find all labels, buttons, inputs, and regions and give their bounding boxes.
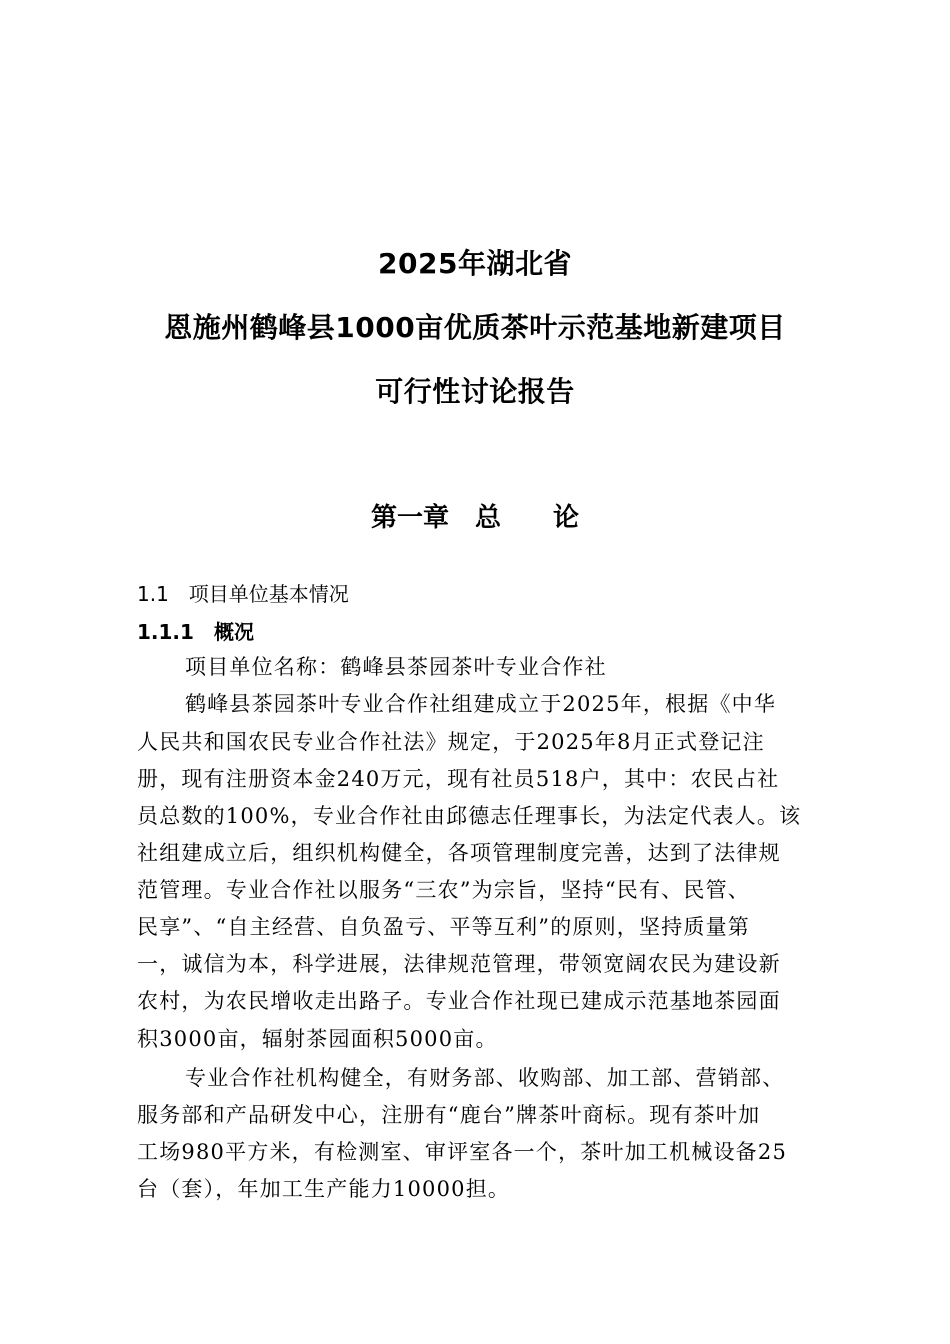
body-line: 社组建成立后，组织机构健全，各项管理制度完善，达到了法律规 (137, 841, 781, 865)
chapter-title: 第一章 总 论 (370, 503, 579, 533)
body-line: 员总数的100%，专业合作社由邱德志任理事长，为法定代表人。该 (137, 804, 802, 828)
body-line: 一，诚信为本，科学进展，法律规范管理，带领宽阔农民为建设新 (137, 952, 781, 976)
body-line: 范管理。专业合作社以服务“三农”为宗旨，坚持“民有、民管、 (137, 878, 751, 902)
body-line: 项目单位名称：鹤峰县茶园茶叶专业合作社 (185, 655, 607, 679)
body-line: 民享”、“自主经营、自负盈亏、平等互利”的原则，坚持质量第 (137, 915, 751, 939)
report-title-line-2: 恩施州鹤峰县1000亩优质茶叶示范基地新建项目 (164, 311, 786, 344)
body-line: 台（套），年加工生产能力10000担。 (137, 1177, 511, 1201)
body-line: 册，现有注册资本金240万元，现有社员518户，其中：农民占社 (137, 767, 780, 791)
report-title-line-1: 2025年湖北省 (378, 247, 572, 280)
body-line: 农村，为农民增收走出路子。专业合作社现已建成示范基地茶园面 (137, 989, 781, 1013)
report-title-line-3: 可行性讨论报告 (375, 375, 575, 408)
body-line: 鹤峰县茶园茶叶专业合作社组建成立于2025年，根据《中华 (185, 692, 777, 716)
body-line: 专业合作社机构健全，有财务部、收购部、加工部、营销部、 (185, 1066, 785, 1090)
body-line: 人民共和国农民专业合作社法》规定，于2025年8月正式登记注 (137, 730, 765, 754)
body-line: 服务部和产品研发中心，注册有“鹿台”牌茶叶商标。现有茶叶加 (137, 1103, 761, 1127)
body-line: 积3000亩，辐射茶园面积5000亩。 (137, 1027, 498, 1051)
section-heading-1-1: 1.1 项目单位基本情况 (137, 582, 349, 606)
section-heading-1-1-1: 1.1.1 概况 (137, 620, 254, 644)
body-line: 工场980平方米，有检测室、审评室各一个，茶叶加工机械设备25 (137, 1140, 788, 1164)
